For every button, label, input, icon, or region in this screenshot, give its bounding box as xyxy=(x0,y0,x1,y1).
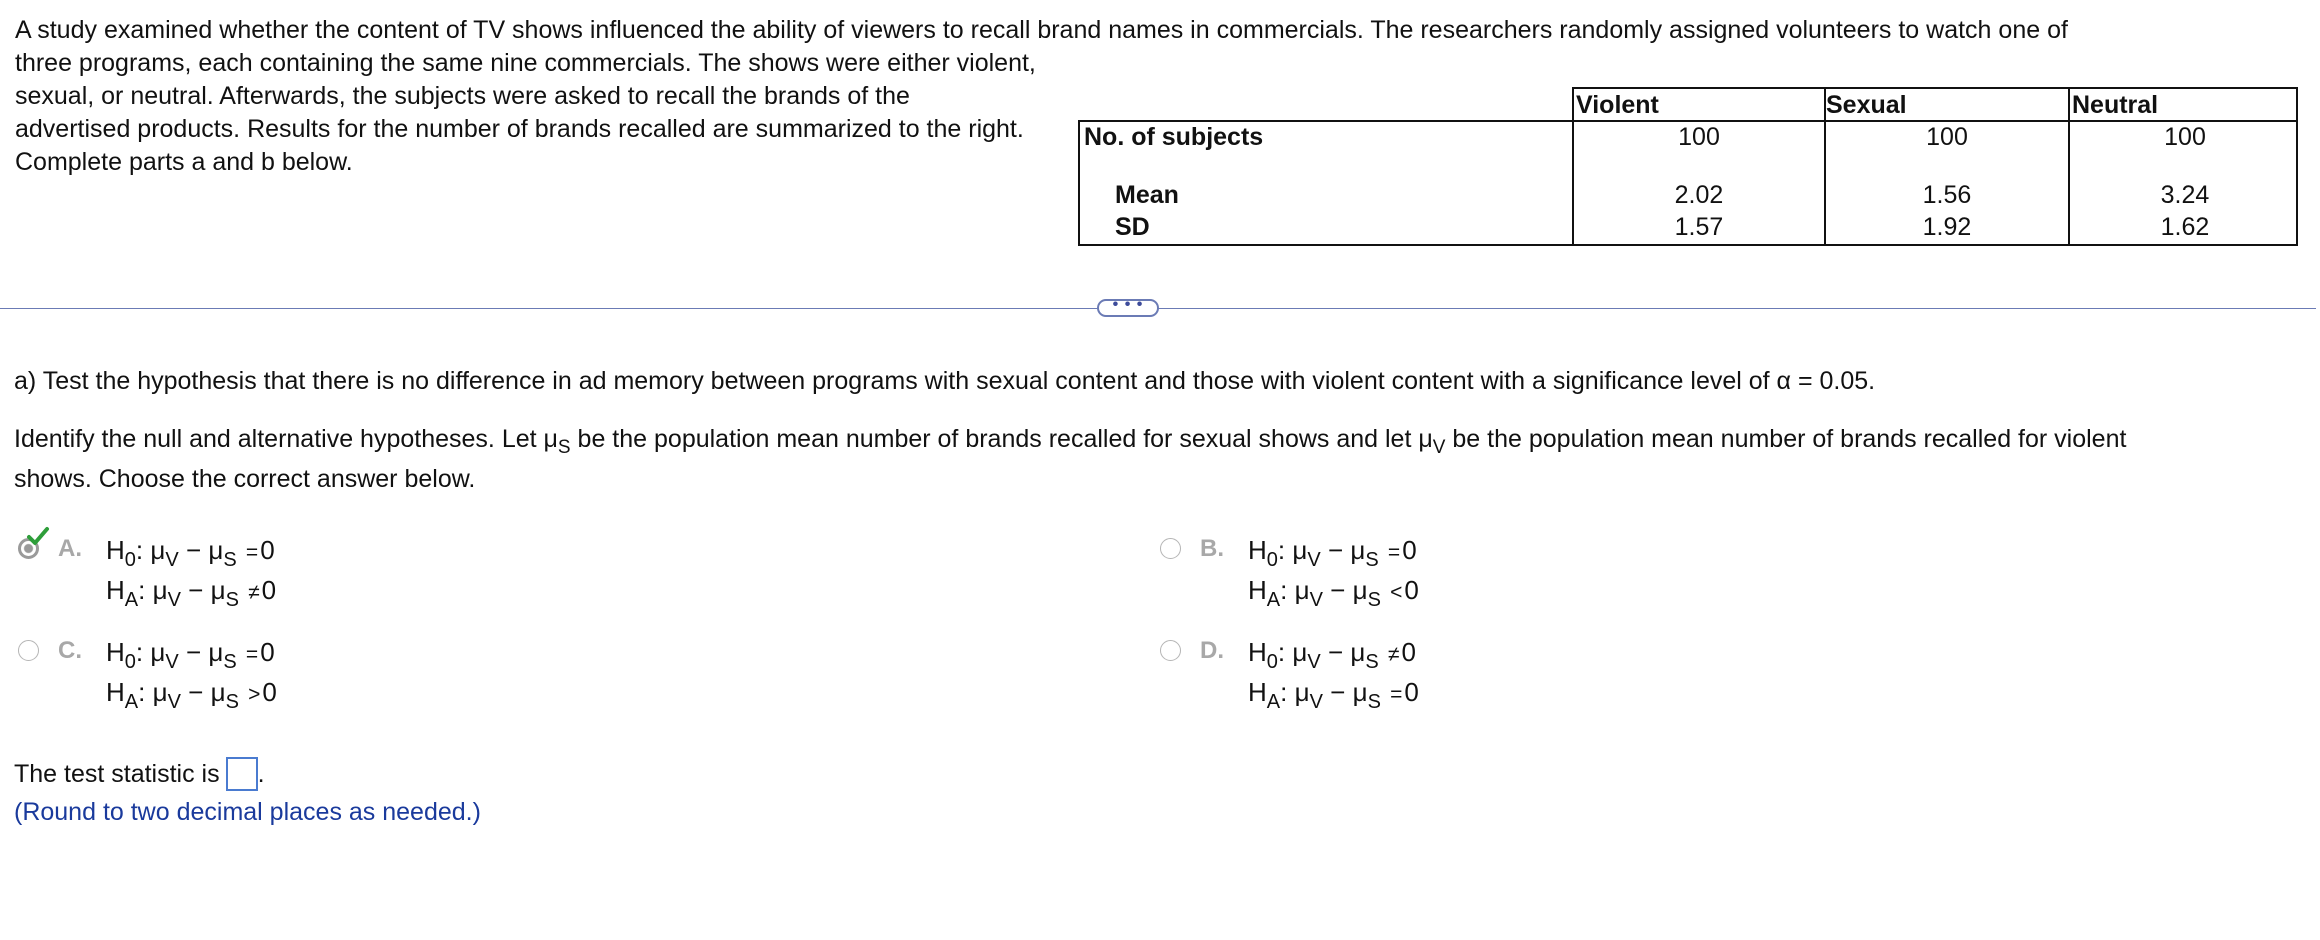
table-body xyxy=(1078,120,2298,246)
intro-line: A study examined whether the content of TV shows influenced the ability of viewers to recall brand names in commercials. The researchers randomly assigned volunteers to watch one of xyxy=(15,16,2068,44)
instruction-text: be the population mean number of brands recalled for sexual shows and let μ xyxy=(570,425,1433,453)
intro-line: advertised products. Results for the number of brands recalled are summarized to the right. xyxy=(15,115,1024,143)
table-cell: 100 xyxy=(2164,123,2206,151)
null-hypothesis: $H_0$: $\mu_V - \mu_S =0$ xyxy=(1248,535,1417,571)
choice-c[interactable] xyxy=(18,632,518,712)
question-part-a: a) Test the hypothesis that there is no difference in ad memory between programs with sexual content and those with violent content with a significance level of α = 0.05. xyxy=(14,367,1876,395)
test-statistic-label: The test statistic is xyxy=(14,760,220,788)
subscript: S xyxy=(557,437,571,458)
null-hypothesis: $H_0$: $\mu_V - \mu_S =0$ xyxy=(106,637,275,673)
table-cell: 1.57 xyxy=(1674,213,1724,241)
null-hypothesis: $H_0$: $\mu_V - \mu_S \ne 0$ xyxy=(1248,637,1416,673)
test-statistic-prompt xyxy=(14,756,265,792)
table-cell: 100 xyxy=(1926,123,1968,151)
row-label-sd: SD xyxy=(1115,213,1150,241)
checkmark-icon xyxy=(26,526,50,548)
intro-line: three programs, each containing the same nine commercials. The shows were either violent, xyxy=(15,49,1036,77)
choice-letter: A. xyxy=(58,535,82,562)
row-label-mean: Mean xyxy=(1115,181,1179,209)
row-label-subjects: No. of subjects xyxy=(1084,123,1264,151)
choice-letter: D. xyxy=(1200,637,1224,664)
radio-button[interactable] xyxy=(1160,640,1181,661)
intro-line: sexual, or neutral. Afterwards, the subjects were asked to recall the brands of the xyxy=(15,82,910,110)
alternative-hypothesis: $H_A$: $\mu_V - \mu_S >0$ xyxy=(106,677,277,713)
alternative-hypothesis: $H_A$: $\mu_V - \mu_S \ne 0$ xyxy=(106,575,277,611)
table-cell: 3.24 xyxy=(2160,181,2210,209)
question-instructions xyxy=(14,420,2126,459)
table-cell: 1.62 xyxy=(2160,213,2210,241)
null-hypothesis: $H_0$: $\mu_V - \mu_S =0$ xyxy=(106,535,275,571)
choice-b[interactable] xyxy=(1160,530,1660,610)
alternative-hypothesis: $H_A$: $\mu_V - \mu_S <0$ xyxy=(1248,575,1419,611)
expand-handle-button[interactable]: • • • xyxy=(1097,299,1159,317)
table-cell: 1.56 xyxy=(1922,181,1972,209)
table-cell: 2.02 xyxy=(1674,181,1724,209)
intro-line: Complete parts a and b below. xyxy=(15,148,353,176)
test-statistic-input[interactable] xyxy=(226,757,258,791)
question-instructions-line2: shows. Choose the correct answer below. xyxy=(14,465,476,493)
table-cell: 100 xyxy=(1678,123,1720,151)
radio-button[interactable] xyxy=(1160,538,1181,559)
rounding-hint: (Round to two decimal places as needed.) xyxy=(14,798,481,826)
alternative-hypothesis: $H_A$: $\mu_V - \mu_S =0$ xyxy=(1248,677,1419,713)
radio-button[interactable] xyxy=(18,640,39,661)
answer-suffix: . xyxy=(257,760,265,788)
choice-letter: C. xyxy=(58,637,82,664)
subscript: V xyxy=(1432,437,1446,458)
choice-a[interactable] xyxy=(18,530,518,610)
instruction-text: Identify the null and alternative hypotheses. Let μ xyxy=(14,425,558,453)
table-cell: 1.92 xyxy=(1922,213,1972,241)
choice-letter: B. xyxy=(1200,535,1224,562)
choice-d[interactable] xyxy=(1160,632,1660,712)
instruction-text: be the population mean number of brands recalled for violent xyxy=(1445,425,2127,453)
column-header-sexual: Sexual xyxy=(1824,87,2070,120)
column-header-neutral: Neutral xyxy=(2068,87,2298,120)
column-header-violent: Violent xyxy=(1572,87,1826,120)
